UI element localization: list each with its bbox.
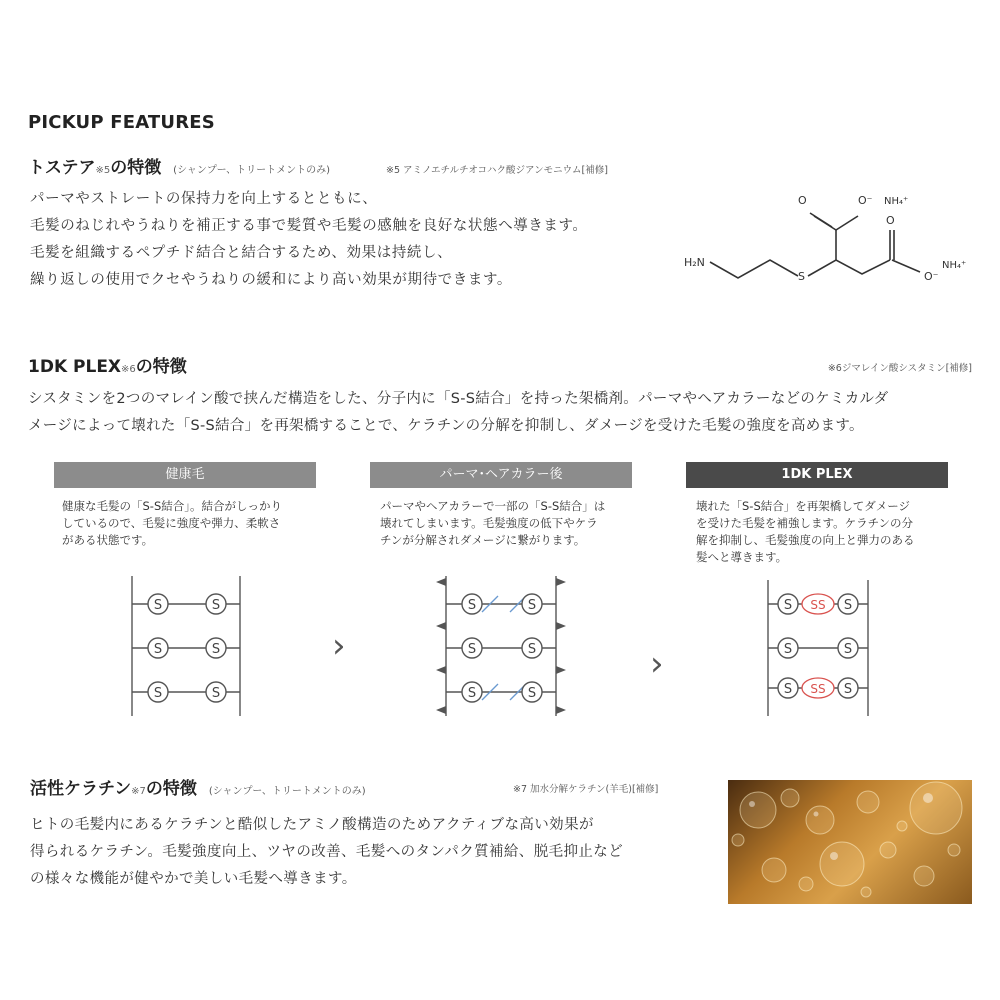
molecule-chain (710, 260, 798, 278)
ladder-healthy (126, 574, 248, 718)
keratin-line: 得られるケラチン。毛髪強度向上、ツヤの改善、毛髪へのタンパク質補給、脱毛抑止など (30, 844, 624, 860)
panel-damaged-body (370, 498, 632, 549)
molecule-nh4-b: NH₄⁺ (942, 260, 967, 271)
plex-title-suffix: の特徴 (135, 357, 187, 377)
panel-plex-body (686, 498, 948, 566)
molecule-o1: O (798, 194, 807, 207)
panel-healthy (54, 462, 316, 549)
tosteer-line: 毛髪を組織するペプチド結合と結合するため、効果は持続し、 (30, 245, 453, 261)
s-label: S (843, 598, 853, 613)
keratin-title-suffix: の特徴 (145, 779, 197, 799)
tosteer-title: トステア (28, 158, 96, 178)
molecule-carboxylate-1 (836, 216, 858, 230)
tosteer-scope: (シャンプー、トリートメントのみ) (173, 165, 330, 176)
s-label: S (527, 598, 537, 613)
panel-line: を受けた毛髪を補強します。ケラチンの分 (696, 516, 914, 530)
molecule-h2n: H₂N (684, 256, 705, 269)
plex-heading (28, 352, 187, 377)
panel-line: 髪へと導きます。 (696, 550, 788, 564)
panel-line: 健康な毛髪の「S-S結合」。結合がしっかり (62, 499, 282, 513)
chevron-right-icon: › (650, 644, 664, 684)
molecule-carboxylate-2 (892, 260, 920, 272)
molecule-nh4-a: NH₄⁺ (884, 196, 909, 207)
s-label: S (527, 642, 537, 657)
plex-line: メージによって壊れた「S-S結合」を再架橋することで、ケラチンの分解を抑制し、ダメージを受けた毛髪の強度を高めます。 (28, 418, 864, 434)
keratin-scope: (シャンプー、トリートメントのみ) (208, 786, 366, 797)
tosteer-molecule-diagram (680, 180, 980, 300)
tosteer-line: パーマやストレートの保持力を向上するとともに、 (30, 191, 378, 207)
panel-healthy-head: 健康毛 (54, 462, 316, 488)
plex-line: シスタミンを2つのマレイン酸で挟んだ構造をした、分子内に「S-S結合」を持った架橋剤。パーマやヘアカラーなどのケミカルダ (28, 391, 889, 407)
panel-line: がある状態です。 (62, 533, 154, 547)
s-label: S (467, 598, 477, 613)
s-label: S (527, 686, 537, 701)
keratin-line: の様々な機能が健やかで美しい毛髪へ導きます。 (30, 871, 357, 887)
keratin-ref: ※7 (131, 786, 146, 797)
plex-description (28, 386, 889, 440)
plex-title: 1DK PLEX (28, 357, 122, 377)
panel-damaged-head: パーマ･ヘアカラー後 (370, 462, 632, 488)
panel-damaged (370, 462, 632, 549)
s-label: S (211, 642, 221, 657)
keratin-title: 活性ケラチン (30, 779, 132, 799)
ladder-plex (764, 578, 876, 718)
panel-line: しているので、毛髪に強度や弾力、柔軟さ (62, 516, 281, 530)
tosteer-description (30, 186, 588, 294)
panel-line: チンが分解されダメージに繋がります。 (380, 533, 586, 547)
keratin-description (30, 812, 623, 893)
molecule-chain-right (808, 260, 890, 276)
section-title: PICKUP FEATURES (28, 112, 215, 133)
keratin-bubbles-image (728, 780, 972, 904)
panel-line: 解を抑制し、毛髪強度の向上と弾力のある (696, 533, 915, 547)
s-label: S (211, 598, 221, 613)
plex-ref: ※6 (121, 364, 136, 375)
tosteer-heading (28, 153, 330, 178)
molecule-o2-minus: O⁻ (924, 270, 939, 283)
molecule-o1-minus: O⁻ (858, 194, 873, 207)
s-label: S (467, 642, 477, 657)
ladder-damaged (434, 574, 570, 718)
tosteer-ref: ※5 (95, 165, 111, 176)
ss-label: SS (810, 682, 826, 696)
s-label: S (843, 682, 853, 697)
panel-plex (686, 462, 948, 566)
keratin-heading (30, 774, 366, 799)
panel-line: 壊れた「S-S結合」を再架橋してダメージ (696, 499, 911, 513)
s-label: S (467, 686, 477, 701)
tosteer-line: 毛髪のねじれやうねりを補正する事で髪質や毛髪の感触を良好な状態へ導きます。 (30, 218, 588, 234)
bubbles-illustration (728, 780, 972, 904)
s-label: S (783, 682, 793, 697)
s-label: S (153, 598, 163, 613)
tosteer-title-suffix: の特徴 (110, 158, 162, 178)
panel-line: 壊れてしまいます。毛髪強度の低下やケラ (380, 516, 598, 530)
s-label: S (783, 598, 793, 613)
s-label: S (843, 642, 853, 657)
panel-healthy-body (54, 498, 316, 549)
keratin-line: ヒトの毛髪内にあるケラチンと酷似したアミノ酸構造のためアクティブな高い効果が (30, 817, 594, 833)
panel-plex-head: 1DK PLEX (686, 462, 948, 488)
s-label: S (783, 642, 793, 657)
tosteer-footnote: ※5 アミノエチルチオコハク酸ジアンモニウム[補修] (386, 165, 608, 176)
damage-marks (436, 578, 566, 714)
s-label: S (153, 686, 163, 701)
molecule-s: S (798, 270, 805, 283)
panel-line: パーマやヘアカラーで一部の「S-S結合」は (380, 499, 606, 513)
tosteer-line: 繰り返しの使用でクセやうねりの緩和により高い効果が期待できます。 (30, 272, 513, 288)
ss-label: SS (810, 598, 826, 612)
chevron-right-icon: › (332, 626, 346, 666)
plex-footnote: ※6ジマレイン酸シスタミン[補修] (827, 363, 972, 374)
keratin-footnote: ※7 加水分解ケラチン(羊毛)[補修] (513, 784, 659, 795)
s-label: S (153, 642, 163, 657)
s-label: S (211, 686, 221, 701)
molecule-o2: O (886, 214, 895, 227)
